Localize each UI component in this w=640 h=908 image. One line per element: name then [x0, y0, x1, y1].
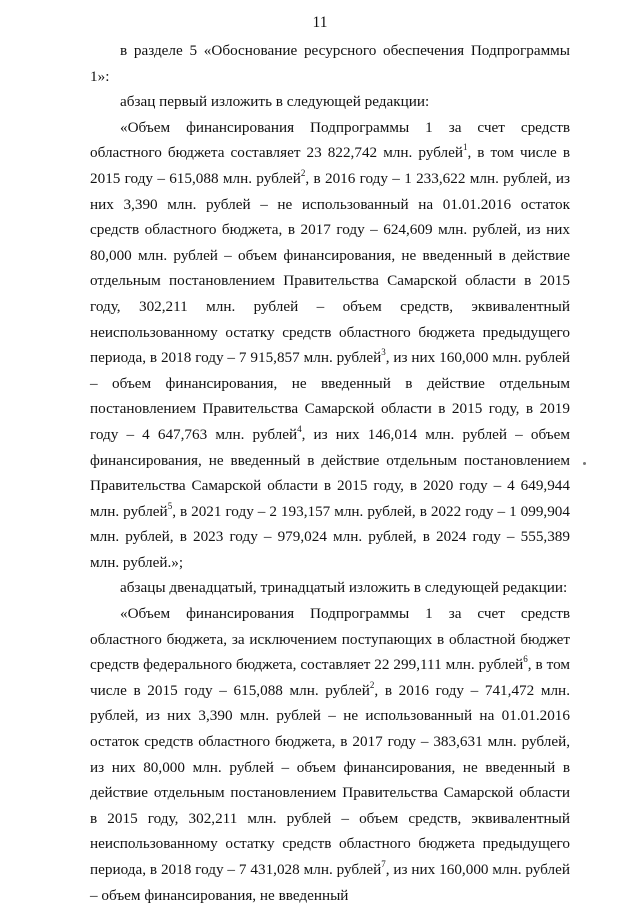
- footnote-marker: 2: [300, 167, 306, 178]
- footnote-marker: 1: [462, 142, 468, 153]
- paragraph-text: , в 2021 году – 2 193,157 млн. рублей, в 2022 году – 1 099,904 млн. рублей, в 2023 году – 979,024 млн. рублей, в 2024 году – 555,389 млн. рублей.»;: [90, 502, 570, 571]
- paragraph: [90, 601, 570, 908]
- page-number: 11: [312, 14, 328, 31]
- paragraph-text: , в том числе в 2015 году – 615,088 млн. рублей: [90, 656, 570, 699]
- paragraph-text: «Объем финансирования Подпрограммы 1 за счет средств областного бюджета, за исключением поступающих в областной бюджет средств федерального бюджета, составляет 22 299,111 млн. рублей: [90, 605, 570, 674]
- paragraph-text: , из них 160,000 млн. рублей – объем финансирования, не введенный в действие отдельным постановлением Правительства Самарской области в 2015 году, в 2019 году – 4 647,763 млн. рублей: [90, 349, 570, 443]
- paragraph: [90, 89, 570, 115]
- paragraph-text: , из них 160,000 млн. рублей – объем финансирования, не введенный: [90, 861, 570, 904]
- paragraph: [90, 38, 570, 89]
- document-body: [90, 38, 570, 908]
- paragraph-text: , из них 146,014 млн. рублей – объем финансирования, не введенный в действие отдельным постановлением Правительства Самарской области в 2015 году, в 2020 году – 4 649,944 млн. рублей: [90, 425, 570, 520]
- paragraph: [90, 575, 570, 601]
- footnote-marker: 4: [297, 423, 302, 434]
- footnote-marker: 7: [381, 858, 386, 869]
- footnote-marker: 3: [381, 347, 386, 358]
- paragraph-text: , в том числе в 2015 году – 615,088 млн. рублей: [90, 144, 570, 187]
- paragraph: [90, 115, 570, 576]
- paragraph-text: , в 2016 году – 1 233,622 млн. рублей, из них 3,390 млн. рублей – не использованный на 01.01.2016 остаток средств областного бюджета, в 2017 году – 624,609 млн. рублей, из них 80,000 млн. рублей – объем финансирования, не введенный в действие отдельным постановлением Правительства Самарской области в 2015 году, 302,211 млн. рублей – объем средств, эквивалентный неиспользованному остатку средств областного бюджета предыдущего периода, в 2018 году – 7 915,857 млн. рублей: [90, 169, 570, 367]
- paragraph-text: абзацы двенадцатый, тринадцатый изложить в следующей редакции:: [120, 579, 568, 597]
- footnote-marker: 6: [523, 654, 528, 665]
- footnote-marker: 5: [167, 500, 173, 511]
- margin-mark: [583, 462, 586, 465]
- paragraph-text: абзац первый изложить в следующей редакции:: [120, 93, 430, 111]
- footnote-marker: 2: [369, 679, 375, 690]
- paragraph-text: , в 2016 году – 741,472 млн. рублей, из них 3,390 млн. рублей – не использованный на 01.01.2016 остаток средств областного бюджета, в 2017 году – 383,631 млн. рублей, из них 80,000 млн. рублей – объем финансирования, не введенный в действие отдельным постановлением Правительства Самарской области в 2015 году, 302,211 млн. рублей – объем средств, эквивалентный неиспользованному остатку средств областного бюджета предыдущего периода, в 2018 году – 7 431,028 млн. рублей: [90, 681, 570, 878]
- paragraph-text: в разделе 5 «Обоснование ресурсного обеспечения Подпрограммы 1»:: [90, 42, 570, 85]
- paragraph-text: «Объем финансирования Подпрограммы 1 за счет средств областного бюджета составляет 23 822,742 млн. рублей: [90, 118, 570, 162]
